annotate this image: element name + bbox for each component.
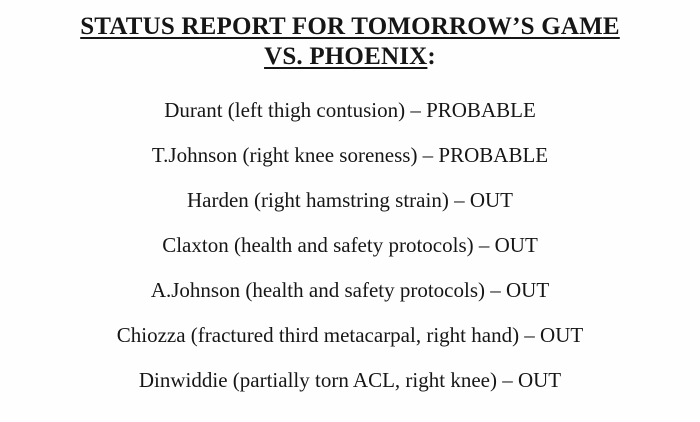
report-title-line1: STATUS REPORT FOR TOMORROW’S GAME (80, 13, 620, 40)
player-status-line: T.Johnson (right knee soreness) – PROBABLE (151, 143, 549, 167)
player-status-line: Claxton (health and safety protocols) – OUT (162, 233, 538, 257)
report-title (0, 12, 700, 72)
player-status-line: Harden (right hamstring strain) – OUT (186, 188, 513, 212)
player-status-line: Durant (left thigh contusion) – PROBABLE (164, 98, 536, 122)
player-status-line: Chiozza (fractured third metacarpal, right hand) – OUT (116, 323, 584, 347)
player-status-list (0, 97, 700, 393)
report-title-line2: VS. PHOENIX (264, 43, 428, 70)
player-status-line: A.Johnson (health and safety protocols) – OUT (150, 278, 550, 302)
player-status-line: Dinwiddie (partially torn ACL, right knee) – OUT (138, 368, 562, 392)
report-title-colon: : (427, 43, 436, 70)
